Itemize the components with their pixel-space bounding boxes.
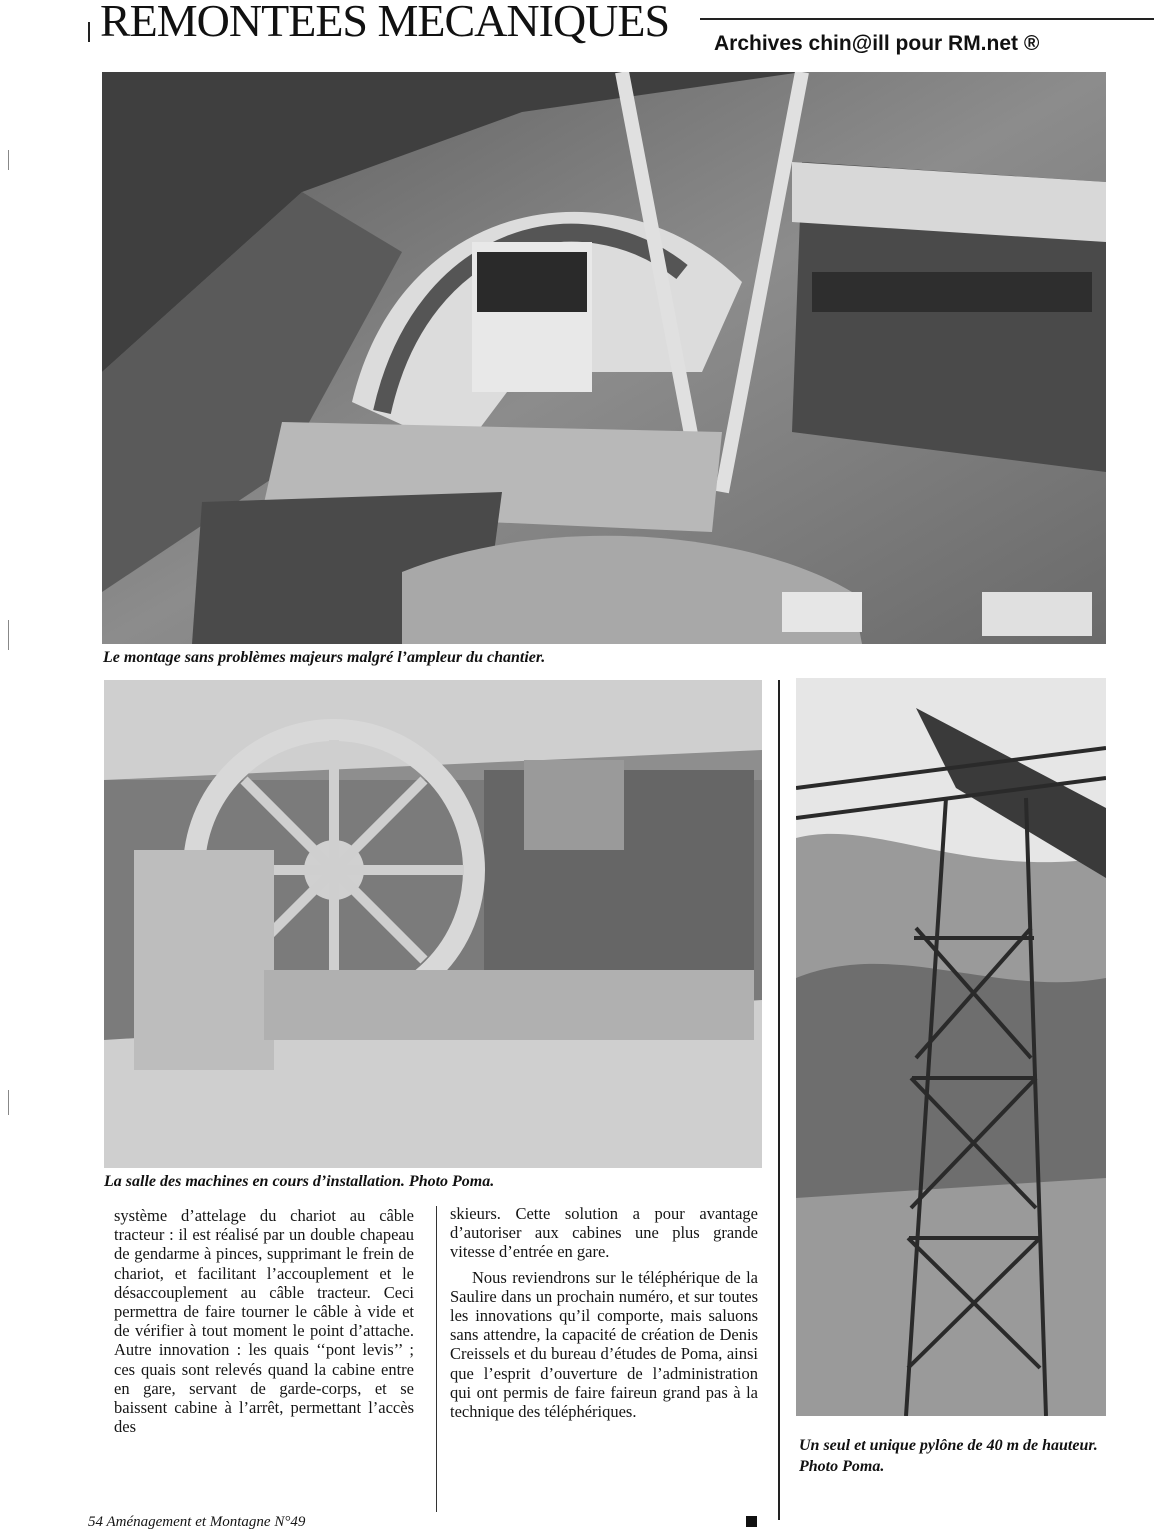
end-of-article-mark [746,1516,757,1527]
photo-caption: La salle des machines en cours d’installation. Photo Poma. [104,1173,495,1190]
photo-machine-room [104,680,762,1168]
column-divider [436,1206,437,1512]
photo-caption: Le montage sans problèmes majeurs malgré l’ampleur du chantier. [103,649,546,666]
article-column-2 [450,1204,758,1421]
paragraph: skieurs. Cette solution a pour avantage d’autoriser aux cabines une plus grande vitesse d’entrée en gare. [450,1204,758,1262]
photo-construction-site [102,72,1106,644]
scan-margin-mark [8,1090,9,1115]
page-folio: 54 Aménagement et Montagne N°49 [88,1514,306,1530]
photo-caption: Un seul et unique pylône de 40 m de hauteur. Photo Poma. [799,1437,1098,1475]
scan-margin-mark [8,620,9,650]
header-rule-left [88,22,90,42]
column-rule [778,680,780,1520]
article-column-1 [114,1206,414,1436]
paragraph: Nous reviendrons sur le téléphérique de la Saulire dans un prochain numéro, et sur toutes les innovations qu’il comporte, mais saluons sans attendre, la capacité de création de Denis Creissels et du bureau d’études de Poma, ainsi que l’esprit d’ouverture de l’administration qui ont permis de faire faireun grand pas à la technique des téléphériques. [450,1267,758,1422]
photo-pylon [796,678,1106,1416]
archive-watermark: Archives chin@ill pour RM.net ® [714,32,1040,55]
paragraph: système d’attelage du chariot au câble tracteur : il est réalisé par un double chapeau de gendarme à pinces, supprimant le frein de chariot, et facilitant l’accouplement et le désaccouplement au câble tracteur. Ceci permettra de faire tourner le câble à vide et de vérifier à tout moment le point d’attache. Autre innovation : les quais ‘‘pont levis’’ ; ces quais sont relevés quand la cabine entre en gare, servant de garde-corps, et se baissent cabine à l’arrêt, permettant l’accès des [114,1206,414,1437]
header-rule [700,18,1154,20]
scan-margin-mark [8,150,9,170]
section-title: REMONTEES MECANIQUES [100,0,670,46]
